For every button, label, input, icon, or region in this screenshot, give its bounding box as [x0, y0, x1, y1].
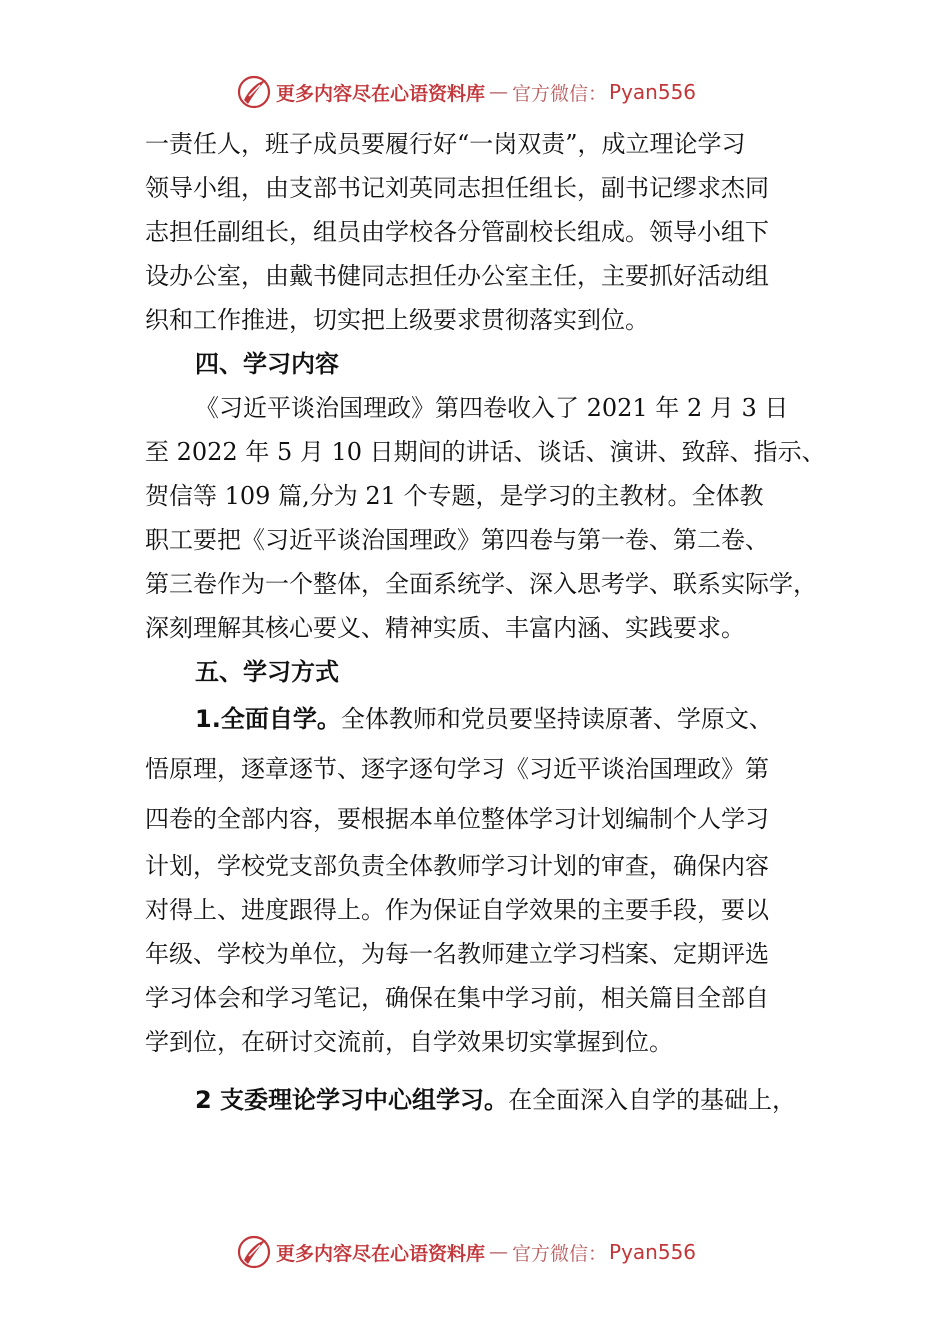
paragraph-line: 第三卷作为一个整体，全面系统学、深入思考学、联系实际学，	[145, 570, 817, 598]
paragraph-line: 志担任副组长，组员由学校各分管副校长组成。领导小组下	[145, 218, 769, 246]
watermark-wechat-id: Pyan556	[609, 80, 697, 104]
paragraph-line: 计划，学校党支部负责全体教师学习计划的审查，确保内容	[145, 852, 769, 880]
watermark-wechat-label: 官方微信：	[512, 1242, 608, 1265]
watermark-text: 更多内容尽在心语资料库	[276, 1242, 486, 1265]
paragraph-line	[145, 694, 845, 744]
brand-logo-icon	[236, 1234, 272, 1270]
item-text: 全体教师和党员要坚持读原著、学原文、	[340, 705, 773, 733]
header-watermark	[236, 74, 696, 110]
paragraph-line: 深刻理解其核心要义、精神实质、丰富内涵、实践要求。	[145, 614, 745, 642]
watermark-wechat-id: Pyan556	[609, 1240, 697, 1264]
watermark-text: 更多内容尽在心语资料库	[276, 82, 486, 105]
paragraph-line: 学到位，在研讨交流前，自学效果切实掌握到位。	[145, 1028, 673, 1056]
brand-logo-icon	[236, 74, 272, 110]
watermark-wechat-label: 官方微信：	[512, 82, 608, 105]
paragraph-line: 四卷的全部内容，要根据本单位整体学习计划编制个人学习	[145, 805, 769, 833]
paragraph-line: 领导小组，由支部书记刘英同志担任组长，副书记缪求杰同	[145, 174, 769, 202]
section-heading-content: 四、学习内容	[195, 349, 339, 378]
footer-watermark	[236, 1234, 696, 1270]
paragraph-line: 职工要把《习近平谈治国理政》第四卷与第一卷、第二卷、	[145, 526, 769, 554]
paragraph-line: 悟原理，逐章逐节、逐字逐句学习《习近平谈治国理政》第	[145, 755, 769, 783]
paragraph-line: 设办公室，由戴书健同志担任办公室主任，主要抓好活动组	[145, 262, 769, 290]
paragraph-line: 《习近平谈治国理政》第四卷收入了 2021 年 2 月 3 日	[195, 394, 789, 422]
paragraph-line: 一责任人，班子成员要履行好“一岗双责”，成立理论学习	[145, 130, 746, 158]
watermark-separator: —	[489, 81, 509, 103]
paragraph-line	[145, 1078, 845, 1122]
paragraph-line: 至 2022 年 5 月 10 日期间的讲话、谈话、演讲、致辞、指示、	[145, 438, 826, 466]
document-body	[145, 122, 845, 1122]
paragraph-line: 贺信等 109 篇,分为 21 个专题，是学习的主教材。全体教	[145, 482, 764, 510]
item-lead-self-study: 1.全面自学。	[195, 705, 341, 733]
paragraph-line: 织和工作推进，切实把上级要求贯彻落实到位。	[145, 306, 649, 334]
item-lead-group-study: 2 支委理论学习中心组学习。	[195, 1086, 509, 1114]
section-heading-method: 五、学习方式	[195, 657, 339, 686]
paragraph-line: 年级、学校为单位，为每一名教师建立学习档案、定期评选	[145, 940, 769, 968]
watermark-separator: —	[489, 1241, 509, 1263]
paragraph-line: 对得上、进度跟得上。作为保证自学效果的主要手段，要以	[145, 896, 769, 924]
paragraph-line: 学习体会和学习笔记，确保在集中学习前，相关篇目全部自	[145, 984, 769, 1012]
item-text: 在全面深入自学的基础上，	[508, 1086, 797, 1114]
